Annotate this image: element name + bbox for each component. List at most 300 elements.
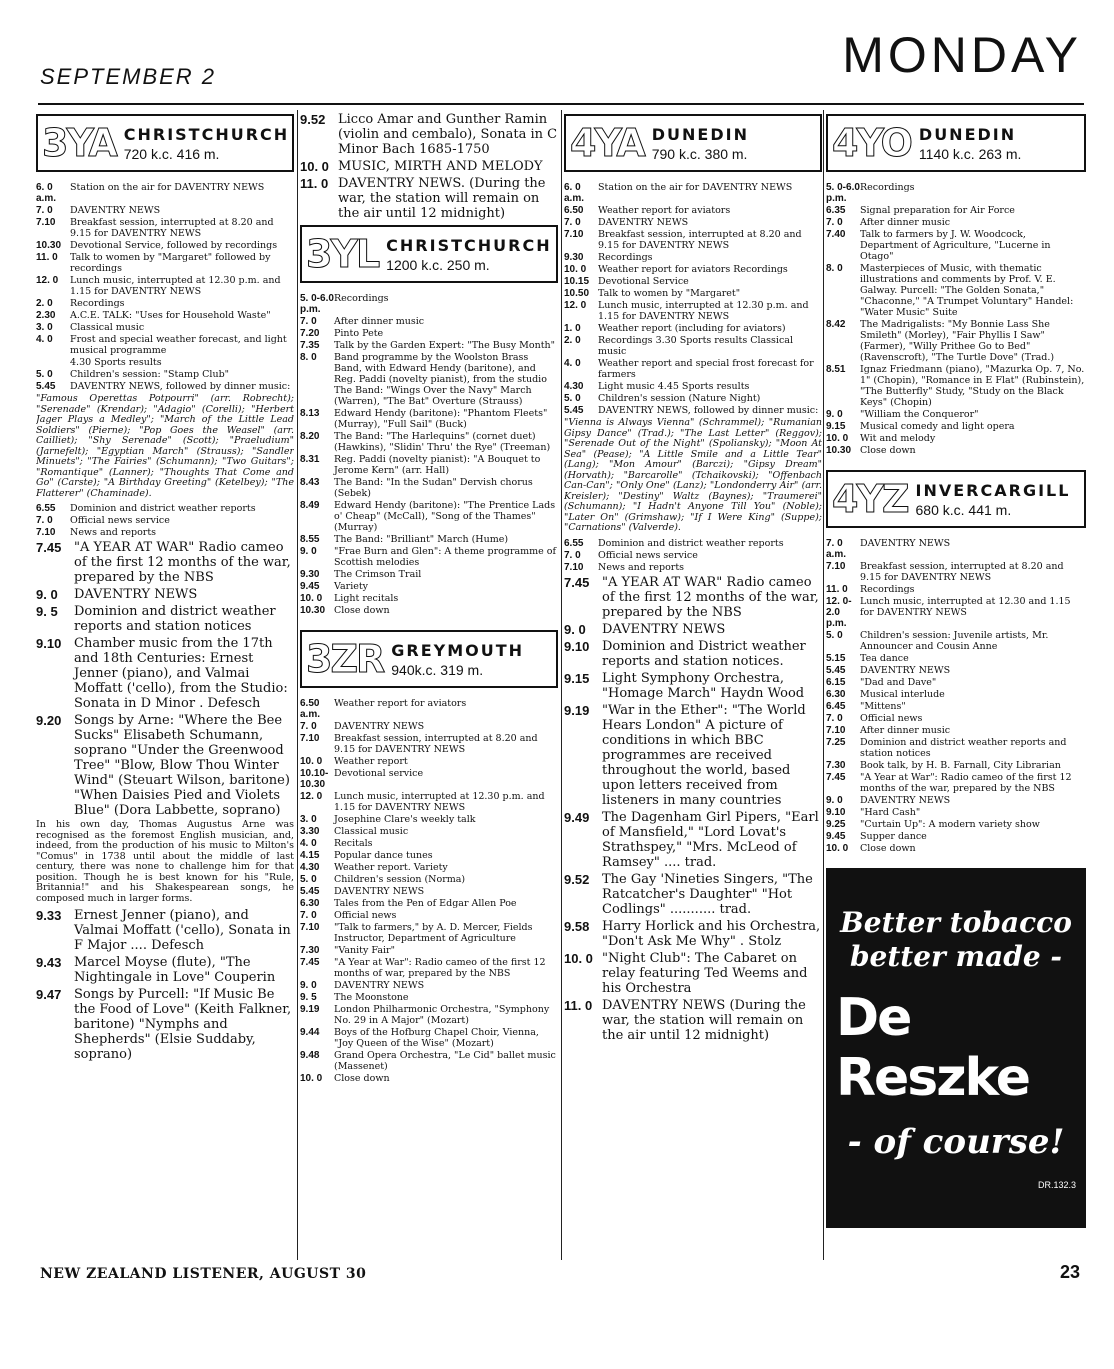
entry-description: Recordings xyxy=(860,584,915,595)
entry-description: Weather report (including for aviators) xyxy=(598,323,786,334)
entry-description: Devotional Service, followed by recordings xyxy=(70,240,278,251)
entry-time: 7.10 xyxy=(564,229,584,240)
entry-description: Popular dance tunes xyxy=(334,850,433,861)
schedule-entry xyxy=(36,636,294,711)
entry-description: News and reports xyxy=(598,561,685,573)
entry-description: The Band: "In the Sudan" Dervish chorus (Sebek) xyxy=(334,477,533,499)
entry-description: DAVENTRY NEWS xyxy=(598,217,689,228)
schedule-entry xyxy=(826,760,1086,771)
schedule-entry xyxy=(300,992,558,1003)
schedule-entry xyxy=(300,605,558,616)
entry-description: Light music 4.45 Sports results xyxy=(598,381,750,392)
entry-time: 9. 0 xyxy=(300,546,317,557)
entry-description: Dominion and district weather reports and station notices xyxy=(860,737,1067,759)
entry-description: DAVENTRY NEWS xyxy=(860,665,951,676)
entry-time: 10. 0 xyxy=(300,593,323,604)
entry-time: 4. 0 xyxy=(564,358,581,369)
entry-description: Masterpieces of Music, with thematic illustrations and comments by Prof. V. E. Galway. Purcell: "The Golden Sonata," "Chaconne," "A Trumpet Voluntary" Handel: "Water Music" Suite xyxy=(860,263,1074,318)
entry-description: DAVENTRY NEWS, followed by dinner music: xyxy=(70,381,291,392)
entry-time: 12. 0 xyxy=(564,300,587,311)
entry-time: 5. 0-6.0 p.m. xyxy=(300,293,334,315)
entry-description: Recordings xyxy=(598,252,653,263)
entry-description: A.C.E. TALK: "Uses for Household Waste" xyxy=(70,310,271,321)
station-banner-4yz xyxy=(826,470,1086,528)
schedule-entry xyxy=(36,587,294,602)
schedule-entry xyxy=(826,725,1086,736)
entry-time: 9.10 xyxy=(36,636,62,651)
schedule-entry xyxy=(300,352,558,407)
entry-time: 8.43 xyxy=(300,477,320,488)
entry-description: Wit and melody xyxy=(860,433,936,444)
schedule-entry xyxy=(826,701,1086,712)
schedule-entry xyxy=(826,205,1086,216)
entry-description: "A Year at War": Radio cameo of the first 12 months of the war, prepared by the NBS xyxy=(860,772,1072,794)
page-number: 23 xyxy=(1059,1262,1080,1282)
entry-description: The Madrigalists: "My Bonnie Lass She Smileth" (Morley), "Fair Phyllis I Saw" (Farmer), "Willy Prithee Go to Bed" (Ravenscroft), "The Turtle Dove" (Trad.) xyxy=(860,319,1055,363)
entry-description: Devotional service xyxy=(334,768,424,779)
entry-time: 5. 0 xyxy=(826,630,843,641)
schedule-entry xyxy=(300,159,558,174)
schedule-entry xyxy=(36,987,294,1062)
entry-description: Weather report and special frost forecast for farmers xyxy=(598,358,814,380)
entry-description: Close down xyxy=(334,1073,390,1084)
entry-time: 10.15 xyxy=(564,276,590,287)
schedule-entry xyxy=(300,340,558,351)
column-1 xyxy=(36,110,294,1260)
schedule-entry xyxy=(564,217,822,228)
schedule-entry xyxy=(826,795,1086,806)
entry-description: Devotional Service xyxy=(598,276,689,287)
entry-description: Recordings xyxy=(860,182,915,193)
station-banner-3yl xyxy=(300,225,558,283)
entry-time: 7. 0 a.m. xyxy=(826,538,847,560)
schedule-list xyxy=(300,698,558,1084)
schedule-entry xyxy=(826,445,1086,456)
entry-description: "Night Club": The Cabaret on relay featuring Ted Weems and his Orchestra xyxy=(602,950,808,996)
entry-description: Frost and special weather forecast, and light musical programme xyxy=(70,334,287,356)
entry-time: 5.45 xyxy=(300,886,320,897)
schedule-entry xyxy=(826,409,1086,420)
entry-time: 9.19 xyxy=(300,1004,320,1015)
header-rule xyxy=(38,103,1084,105)
schedule-list-featured xyxy=(36,908,294,1062)
entry-time: 8.42 xyxy=(826,319,846,330)
entry-time: 5. 0 xyxy=(300,874,317,885)
entry-time: 9.25 xyxy=(826,819,846,830)
schedule-list xyxy=(300,293,558,616)
station-banner-3ya xyxy=(36,114,294,172)
schedule-entry xyxy=(826,843,1086,854)
entry-time: 7.45 xyxy=(564,574,590,590)
schedule-entry xyxy=(36,503,294,514)
entry-time: 2. 0 xyxy=(564,335,581,346)
station-city: CHRISTCHURCH xyxy=(123,124,290,144)
entry-description: DAVENTRY NEWS. (During the war, the station will remain on the air until 12 midnight) xyxy=(338,176,546,221)
schedule-entry xyxy=(300,1027,558,1049)
schedule-entry xyxy=(300,581,558,592)
entry-description: "War in the Ether": "The World Hears London" A picture of conditions in which BBC programmes are received throughout the world, based upon letters received from listeners in many countries xyxy=(602,702,806,808)
entry-description: Songs by Arne: "Where the Bee Sucks" Elisabeth Schumann, soprano "Under the Greenwood Tree" "Blow, Blow Thou Winter Wind" (Steuart Wilson, baritone) "When Daisies Pied and Violets Blue" (Dora Labbette, soprano) xyxy=(74,713,290,818)
entry-description: Musical comedy and light opera xyxy=(860,421,1015,432)
entry-time: 7.10 xyxy=(36,217,56,228)
entry-time: 3. 0 xyxy=(300,814,317,825)
column-4 xyxy=(826,110,1086,1260)
entry-description: Talk to farmers by J. W. Woodcock, Department of Agriculture, "Lucerne in Otago" xyxy=(860,229,1051,262)
schedule-entry xyxy=(826,772,1086,794)
entry-description: Marcel Moyse (flute), "The Nightingale in Love" Couperin xyxy=(74,955,276,985)
schedule-entry xyxy=(300,431,558,453)
entry-description: Classical music xyxy=(70,322,145,333)
entry-time: 5. 0 xyxy=(564,393,581,404)
entry-time: 5.45 xyxy=(826,665,846,676)
entry-description: Children's session (Nature Night) xyxy=(598,393,761,404)
schedule-entry xyxy=(36,381,294,392)
page-day: MONDAY xyxy=(842,27,1082,83)
entry-description: Recordings xyxy=(70,298,125,309)
entry-description: Edward Hendy (baritone): "Phantom Fleets" (Murray), "Full Sail" (Buck) xyxy=(334,408,548,430)
entry-time: 5. 0-6.0 p.m. xyxy=(826,182,860,204)
schedule-entry xyxy=(300,862,558,873)
entry-time: 6.50 xyxy=(564,205,584,216)
entry-time: 5.45 xyxy=(564,405,584,416)
entry-time: 10.30 xyxy=(36,240,62,251)
entry-time: 7.10 xyxy=(564,561,584,573)
entry-time: 9.44 xyxy=(300,1027,320,1038)
entry-time: 7.40 xyxy=(826,229,846,240)
entry-description: The Band: "Brilliant" March (Hume) xyxy=(334,534,509,545)
schedule-entry xyxy=(564,872,822,917)
entry-time: 7.45 xyxy=(300,957,320,968)
entry-description: Official news xyxy=(860,713,923,724)
schedule-entry xyxy=(36,955,294,985)
entry-time: 9. 0 xyxy=(564,621,586,637)
column-divider xyxy=(823,110,824,1260)
schedule-entry xyxy=(300,826,558,837)
entry-time: 8.20 xyxy=(300,431,320,442)
schedule-entry xyxy=(300,112,558,157)
schedule-entry xyxy=(36,217,294,239)
entry-time: 9.19 xyxy=(564,702,590,718)
entry-time: 2. 0 xyxy=(36,298,53,309)
entry-time: 6.50 a.m. xyxy=(300,698,321,720)
entry-time: 7.45 xyxy=(36,540,62,555)
station-city: DUNEDIN xyxy=(918,124,1017,144)
entry-description: Children's session (Norma) xyxy=(334,874,466,885)
entry-time: 6.55 xyxy=(36,503,56,514)
schedule-entry xyxy=(564,393,822,404)
entry-description: DAVENTRY NEWS xyxy=(334,886,425,897)
entry-time: 9.10 xyxy=(826,807,846,818)
entry-description: Tea dance xyxy=(860,653,909,664)
schedule-entry xyxy=(564,276,822,287)
schedule-entry xyxy=(564,300,822,322)
entry-description: Lunch music, interrupted at 12.30 p.m. and 1.15 for DAVENTRY NEWS xyxy=(334,791,545,813)
schedule-entry xyxy=(564,288,822,299)
entry-time: 5.45 xyxy=(36,381,56,392)
entry-description: DAVENTRY NEWS xyxy=(860,538,951,549)
schedule-entry xyxy=(826,831,1086,842)
station-frequency: 790 k.c. 380 m. xyxy=(651,145,748,162)
entry-description: DAVENTRY NEWS xyxy=(602,621,726,637)
entry-description: "William the Conqueror" xyxy=(860,409,979,420)
schedule-entry xyxy=(300,1004,558,1026)
entry-time: 11. 0 xyxy=(300,176,329,191)
entry-description: Station on the air for DAVENTRY NEWS xyxy=(598,182,793,193)
entry-time: 7.10 xyxy=(300,733,320,744)
entry-description: Breakfast session, interrupted at 8.20 and 9.15 for DAVENTRY NEWS xyxy=(598,229,802,251)
schedule-entry xyxy=(36,357,294,368)
schedule-entry xyxy=(300,980,558,991)
entry-time: 7.45 xyxy=(826,772,846,783)
entry-time: 9.15 xyxy=(826,421,846,432)
entry-time: 4.15 xyxy=(300,850,320,861)
dinner-music-note: "Famous Operettas Potpourri" (arr. Robrecht); "Serenade" (Krendar); "Adagio" (Corelli); "Herbert Jager Plays a Medley"; "March of the Little Lead Soldiers" (Pierne); "Pop Goes the Weasel" (arr. Cailliet); "Shy Serenade" (Scott); "Praeludium" (Jarnefelt); "Egyptian March" (Strauss); "Sandler Minuets"; "The Fairies" (Schumann); "Two Guitars"; "Romantique" (Lanner); "Thoughts That Come and Go" (Carste); "A Birthday Greeting" (Ketelbey); "The Flatterer" (Chaminade). xyxy=(36,393,294,499)
entry-time: 7.10 xyxy=(300,922,320,933)
schedule-entry xyxy=(36,604,294,634)
schedule-entry xyxy=(826,596,1086,629)
dinner-music-note: "Vienna is Always Vienna" (Schrammel); "Rumanian Gipsy Dance" (Trad.); "The Last Letter" (Reggov); "Serenade Out of the Night" (Spoliansky); "Moon At Sea" (Pease); "A Little Smile and a Little Tear" (Lang); "Mon Amour" (Barczi); "Gipsy Dream" (Horvath); "Barcarolle" (Tchaikovski); "Offenbach Can-Can"; "Only One" (Lanz); "Londonderry Air" (arr. Kreisler); "Destiny" Waltz (Baynes); "Traumerei" (Schumann); "I Hadn't Anyone Till You" (Noble); "Later On" (Grimshaw); "If I Were King" (Suppe); "Carnations" (Valverde). xyxy=(564,417,822,533)
entry-description: Children's session: Juvenile artists, Mr. Announcer and Cousin Anne xyxy=(860,630,1049,652)
entry-time: 7. 0 xyxy=(564,549,581,561)
entry-description: News and reports xyxy=(70,527,157,538)
entry-description: Tales from the Pen of Edgar Allen Poe xyxy=(334,898,517,909)
entry-description: DAVENTRY NEWS (During the war, the station will remain on the air until 12 midnight) xyxy=(602,997,806,1043)
entry-time: 9. 0 xyxy=(826,409,843,420)
entry-description: Breakfast session, interrupted at 8.20 and 9.15 for DAVENTRY NEWS xyxy=(70,217,274,239)
entry-description: Weather report for aviators Recordings xyxy=(598,264,788,275)
schedule-entry xyxy=(36,275,294,297)
entry-description: Official news xyxy=(334,910,397,921)
schedule-entry xyxy=(300,874,558,885)
schedule-list-featured xyxy=(300,112,558,221)
entry-time: 5.15 xyxy=(826,653,846,664)
schedule-entry xyxy=(36,310,294,321)
ad-tagline: - of course! xyxy=(847,1122,1065,1162)
schedule-entry xyxy=(564,562,822,573)
schedule-entry xyxy=(564,358,822,380)
entry-time: 11. 0 xyxy=(564,997,593,1013)
entry-time: 7.35 xyxy=(300,340,320,351)
entry-description: Official news service xyxy=(70,515,170,526)
entry-time: 7.25 xyxy=(826,737,846,748)
entry-time: 7. 0 xyxy=(36,515,53,526)
schedule-entry xyxy=(300,316,558,327)
entry-description: DAVENTRY NEWS xyxy=(70,205,161,216)
entry-description: Band programme by the Woolston Brass Band, with Edward Hendy (baritone), and Reg. Paddi (novelty pianist), from the studio The Band: "Wings Over the Navy" March (Warren), "The Bat" Overture (Strauss) xyxy=(334,352,547,407)
entry-time: 6.35 xyxy=(826,205,846,216)
entry-time: 6. 0 a.m. xyxy=(36,182,57,204)
station-banner-4ya xyxy=(564,114,822,172)
ad-line-2: better made - xyxy=(849,940,1063,973)
entry-description: Recitals xyxy=(334,838,373,849)
entry-time: 6.15 xyxy=(826,677,846,688)
schedule-entry xyxy=(564,919,822,949)
schedule-list xyxy=(564,182,822,416)
entry-description: Edward Hendy (baritone): "The Prentice Lads o' Cheap" (McCall), "Song of the Thames" (Murray) xyxy=(334,500,556,533)
entry-description: DAVENTRY NEWS xyxy=(334,980,425,991)
schedule-entry xyxy=(564,671,822,701)
entry-description: "Talk to farmers," by A. D. Mercer, Fields Instructor, Department of Agriculture xyxy=(334,922,533,944)
entry-description: Lunch music, interrupted at 12.30 p.m. and 1.15 for DAVENTRY NEWS xyxy=(70,275,281,297)
schedule-entry xyxy=(36,205,294,216)
column-2 xyxy=(300,110,558,1260)
entry-time: 8.31 xyxy=(300,454,320,465)
schedule-entry xyxy=(826,689,1086,700)
schedule-entry xyxy=(564,381,822,392)
schedule-entry xyxy=(826,677,1086,688)
entry-description: Official news service xyxy=(598,549,698,561)
schedule-entry xyxy=(300,176,558,221)
schedule-entry xyxy=(826,229,1086,262)
schedule-list xyxy=(564,538,822,573)
entry-description: Children's session: "Stamp Club" xyxy=(70,369,230,380)
schedule-entry xyxy=(300,814,558,825)
schedule-entry xyxy=(36,527,294,538)
entry-time: 9.10 xyxy=(564,638,590,654)
entry-time: 9.45 xyxy=(300,581,320,592)
column-divider xyxy=(561,110,562,1260)
entry-description: Talk to women by "Margaret" xyxy=(598,288,741,299)
schedule-entry xyxy=(564,229,822,251)
entry-time: 11. 0 xyxy=(826,584,848,595)
entry-time: 10.50 xyxy=(564,288,590,299)
entry-time: 7.20 xyxy=(300,328,320,339)
entry-time: 6.55 xyxy=(564,537,584,549)
entry-time: 6.45 xyxy=(826,701,846,712)
entry-description: 4.30 Sports results xyxy=(70,357,162,368)
entry-description: Dominion and district weather reports xyxy=(598,537,784,549)
entry-time: 12. 0-2.0 p.m. xyxy=(826,596,852,629)
schedule-entry xyxy=(564,405,822,416)
schedule-entry xyxy=(300,569,558,580)
entry-time: 12. 0 xyxy=(300,791,323,802)
entry-description: Weather report for aviators xyxy=(598,205,731,216)
schedule-entry xyxy=(564,951,822,996)
column-3 xyxy=(564,110,822,1260)
schedule-entry xyxy=(564,622,822,637)
entry-description: DAVENTRY NEWS xyxy=(74,587,198,602)
entry-time: 8.49 xyxy=(300,500,320,511)
schedule-entry xyxy=(36,182,294,204)
entry-description: DAVENTRY NEWS, followed by dinner music: xyxy=(598,405,819,416)
entry-time: 9.33 xyxy=(36,908,62,923)
entry-description: Reg. Paddi (novelty pianist): "A Bouquet to Jerome Kern" (arr. Hall) xyxy=(334,454,541,476)
schedule-list xyxy=(36,503,294,538)
entry-description: Chamber music from the 17th and 18th Centuries: Ernest Jenner (piano), and Valmai Moffatt ('cello), from the Studio: Sonata in D Minor . Defesch xyxy=(74,636,288,711)
schedule-entry xyxy=(36,369,294,380)
schedule-entry xyxy=(300,1050,558,1072)
entry-time: 7.10 xyxy=(826,561,846,572)
entry-time: 1. 0 xyxy=(564,323,581,334)
station-banner-4yo xyxy=(826,114,1086,172)
entry-description: Variety xyxy=(334,581,369,592)
entry-description: "A YEAR AT WAR" Radio cameo of the first 12 months of the war, prepared by the NBS xyxy=(602,574,819,620)
entry-description: Book talk, by H. B. Farnall, City Librarian xyxy=(860,760,1061,771)
schedule-entry xyxy=(300,546,558,568)
entry-time: 6. 0 a.m. xyxy=(564,182,585,204)
entry-time: 9.30 xyxy=(300,569,320,580)
entry-time: 3. 0 xyxy=(36,322,53,333)
entry-time: 9. 0 xyxy=(826,795,843,806)
entry-time: 7. 0 xyxy=(826,217,843,228)
entry-time: 7. 0 xyxy=(36,205,53,216)
entry-description: MUSIC, MIRTH AND MELODY xyxy=(338,159,543,174)
entry-time: 2.30 xyxy=(36,310,56,321)
schedule-list xyxy=(826,538,1086,854)
entry-time: 10.30 xyxy=(826,445,852,456)
station-city: INVERCARGILL xyxy=(915,480,1071,500)
entry-time: 8.55 xyxy=(300,534,320,545)
schedule-entry xyxy=(300,910,558,921)
entry-time: 7.30 xyxy=(300,945,320,956)
tobacco-advertisement xyxy=(826,868,1086,1228)
entry-time: 10. 0 xyxy=(300,159,329,174)
schedule-entry xyxy=(826,263,1086,318)
entry-time xyxy=(36,357,70,368)
schedule-entry xyxy=(300,477,558,499)
entry-time: 4. 0 xyxy=(300,838,317,849)
entry-description: Talk to women by "Margaret" followed by recordings xyxy=(70,252,271,274)
entry-description: "Hard Cash" xyxy=(860,807,921,818)
entry-description: The Moonstone xyxy=(334,992,409,1003)
entry-time: 9.45 xyxy=(826,831,846,842)
entry-description: "A YEAR AT WAR" Radio cameo of the first 12 months of the war, prepared by the NBS xyxy=(74,540,291,585)
schedule-entry xyxy=(826,538,1086,560)
schedule-entry xyxy=(826,319,1086,363)
schedule-entry xyxy=(300,898,558,909)
schedule-entry xyxy=(826,653,1086,664)
entry-time: 10. 0 xyxy=(826,433,849,444)
schedule-entry xyxy=(300,945,558,956)
entry-time: 9.47 xyxy=(36,987,62,1002)
entry-time: 10. 0 xyxy=(300,756,323,767)
station-banner-3zr xyxy=(300,630,558,688)
schedule-entry xyxy=(300,500,558,533)
entry-time: 10. 0 xyxy=(564,264,587,275)
entry-description: Musical interlude xyxy=(860,689,945,700)
entry-description: Breakfast session, interrupted at 8.20 and 9.15 for DAVENTRY NEWS xyxy=(334,733,538,755)
station-frequency: 1200 k.c. 250 m. xyxy=(386,256,490,273)
schedule-entry xyxy=(36,713,294,818)
station-callsign: 4YO xyxy=(832,121,911,165)
schedule-entry xyxy=(826,433,1086,444)
schedule-entry xyxy=(564,538,822,549)
ad-line-1: Better tobacco xyxy=(840,906,1072,939)
entry-description: Grand Opera Orchestra, "Le Cid" ballet music (Massenet) xyxy=(334,1050,556,1072)
station-callsign: 4YZ xyxy=(832,477,908,521)
schedule-entry xyxy=(564,205,822,216)
entry-description: Close down xyxy=(860,445,916,456)
entry-time: 5. 0 xyxy=(36,369,53,380)
schedule-entry xyxy=(300,768,558,790)
ad-code: DR.132.3 xyxy=(1037,1180,1076,1190)
schedule-entry xyxy=(564,810,822,870)
schedule-entry xyxy=(36,322,294,333)
entry-time: 9.52 xyxy=(564,871,590,887)
entry-time: 7. 0 xyxy=(300,316,317,327)
schedule-entry xyxy=(300,733,558,755)
entry-time: 7. 0 xyxy=(564,217,581,228)
schedule-entry xyxy=(36,540,294,585)
entry-description: Harry Horlick and his Orchestra, "Don't Ask Me Why" . Stolz xyxy=(602,918,821,949)
entry-description: Ignaz Friedmann (piano), "Mazurka Op. 7, No. 1" (Chopin), "Romance in E Flat" (Rubinstein), "The Butterfly" Study, "Study on the Black Keys" (Chopin) xyxy=(860,364,1085,408)
entry-description: The Crimson Trail xyxy=(334,569,422,580)
schedule-entry xyxy=(564,323,822,334)
schedule-list-featured xyxy=(564,575,822,1043)
schedule-list xyxy=(36,182,294,392)
schedule-entry xyxy=(564,639,822,669)
entry-description: "Vanity Fair" xyxy=(334,945,395,956)
